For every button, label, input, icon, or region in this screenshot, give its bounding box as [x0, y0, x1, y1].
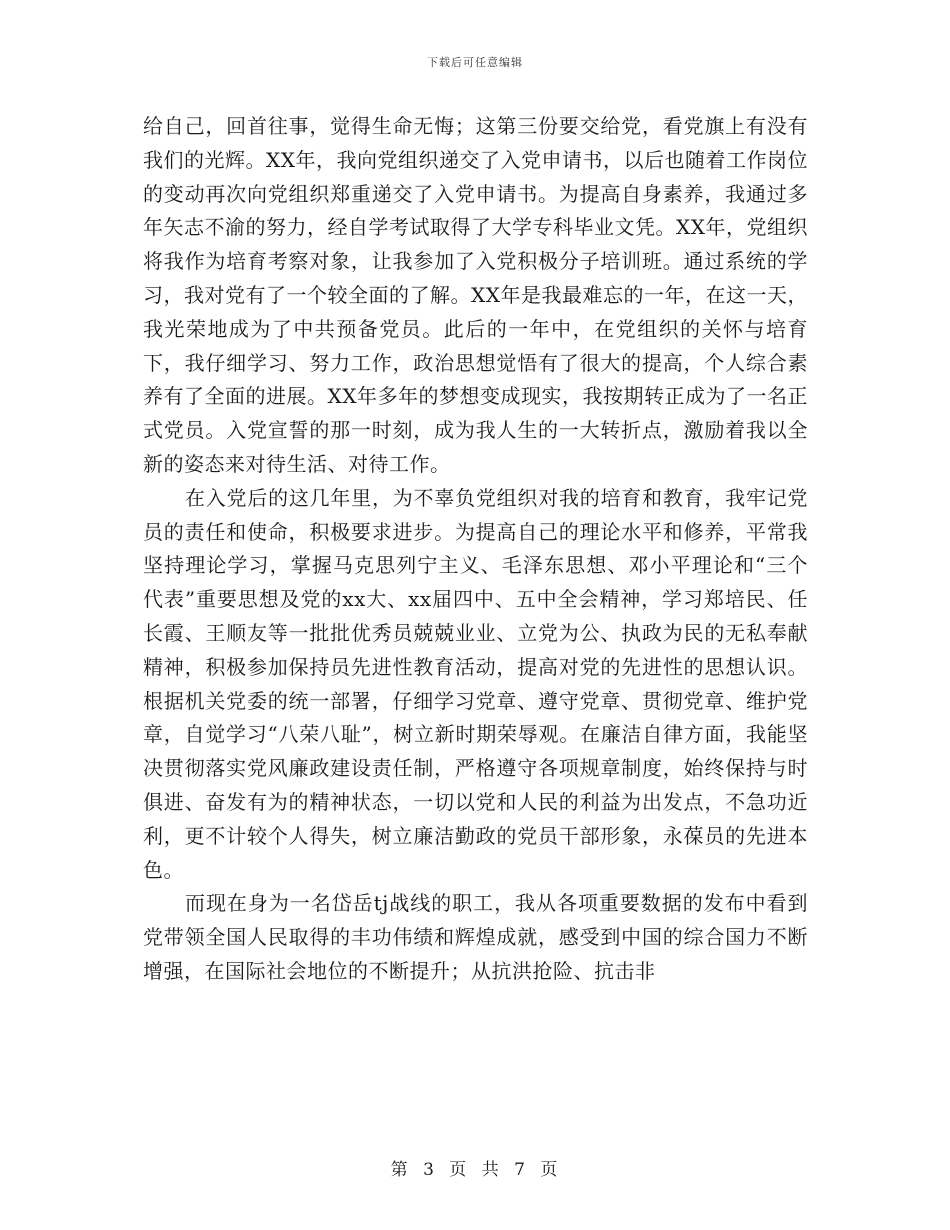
paragraph-1-continued: 给自己，回首往事，觉得生命无悔；这第三份要交给党，看党旗上有没有我们的光辉。XX年，我向党组织递交了入党申请书，以后也随着工作岗位的变动再次向党组织郑重递交了入党申请书。为提高自身素养，我通过多年矢志不渝的努力，经自学考试取得了大学专科毕业文凭。XX年，党组织将我作为培育考察对象，让我参加了入党积极分子培训班。通过系统的学习，我对党有了一个较全面的了解。XX年是我最难忘的一年，在这一天，我光荣地成为了中共预备党员。此后的一年中，在党组织的关怀与培育下，我仔细学习、努力工作，政治思想觉悟有了很大的提高，个人综合素养有了全面的进展。XX年多年的梦想变成现实，我按期转正成为了一名正式党员。入党宣誓的那一时刻，成为我人生的一大转折点，激励着我以全新的姿态来对待生活、对待工作。: [143, 114, 808, 476]
page-header: 下载后可任意编辑: [427, 56, 523, 69]
paragraph-3: 而现在身为一名岱岳tj战线的职工，我从各项重要数据的发布中看到党带领全国人民取得的丰功伟绩和辉煌成就，感受到中国的综合国力不断增强，在国际社会地位的不断提升；从抗洪抢险、抗击非: [143, 891, 808, 983]
document-body: [143, 110, 808, 989]
page-number-footer: 第 3 页 共 7 页: [390, 1160, 560, 1180]
paragraph-2: 在入党后的这几年里，为不辜负党组织对我的培育和教育，我牢记党员的责任和使命，积极要求进步。为提高自己的理论水平和修养，平常我坚持理论学习，掌握马克思列宁主义、毛泽东思想、邓小平理论和“三个代表”重要思想及党的xx大、xx届四中、五中全会精神，学习郑培民、任长霞、王顺友等一批批优秀员兢兢业业、立党为公、执政为民的无私奉献精神，积极参加保持员先进性教育活动，提高对党的先进性的思想认识。根据机关党委的统一部署，仔细学习党章、遵守党章、贯彻党章、维护党章，自觉学习“八荣八耻”，树立新时期荣辱观。在廉洁自律方面，我能坚决贯彻落实党风廉政建设责任制，严格遵守各项规章制度，始终保持与时俱进、奋发有为的精神状态，一切以党和人民的利益为出发点，不急功近利，更不计较个人得失，树立廉洁勤政的党员干部形象，永葆员的先进本色。: [143, 485, 808, 882]
